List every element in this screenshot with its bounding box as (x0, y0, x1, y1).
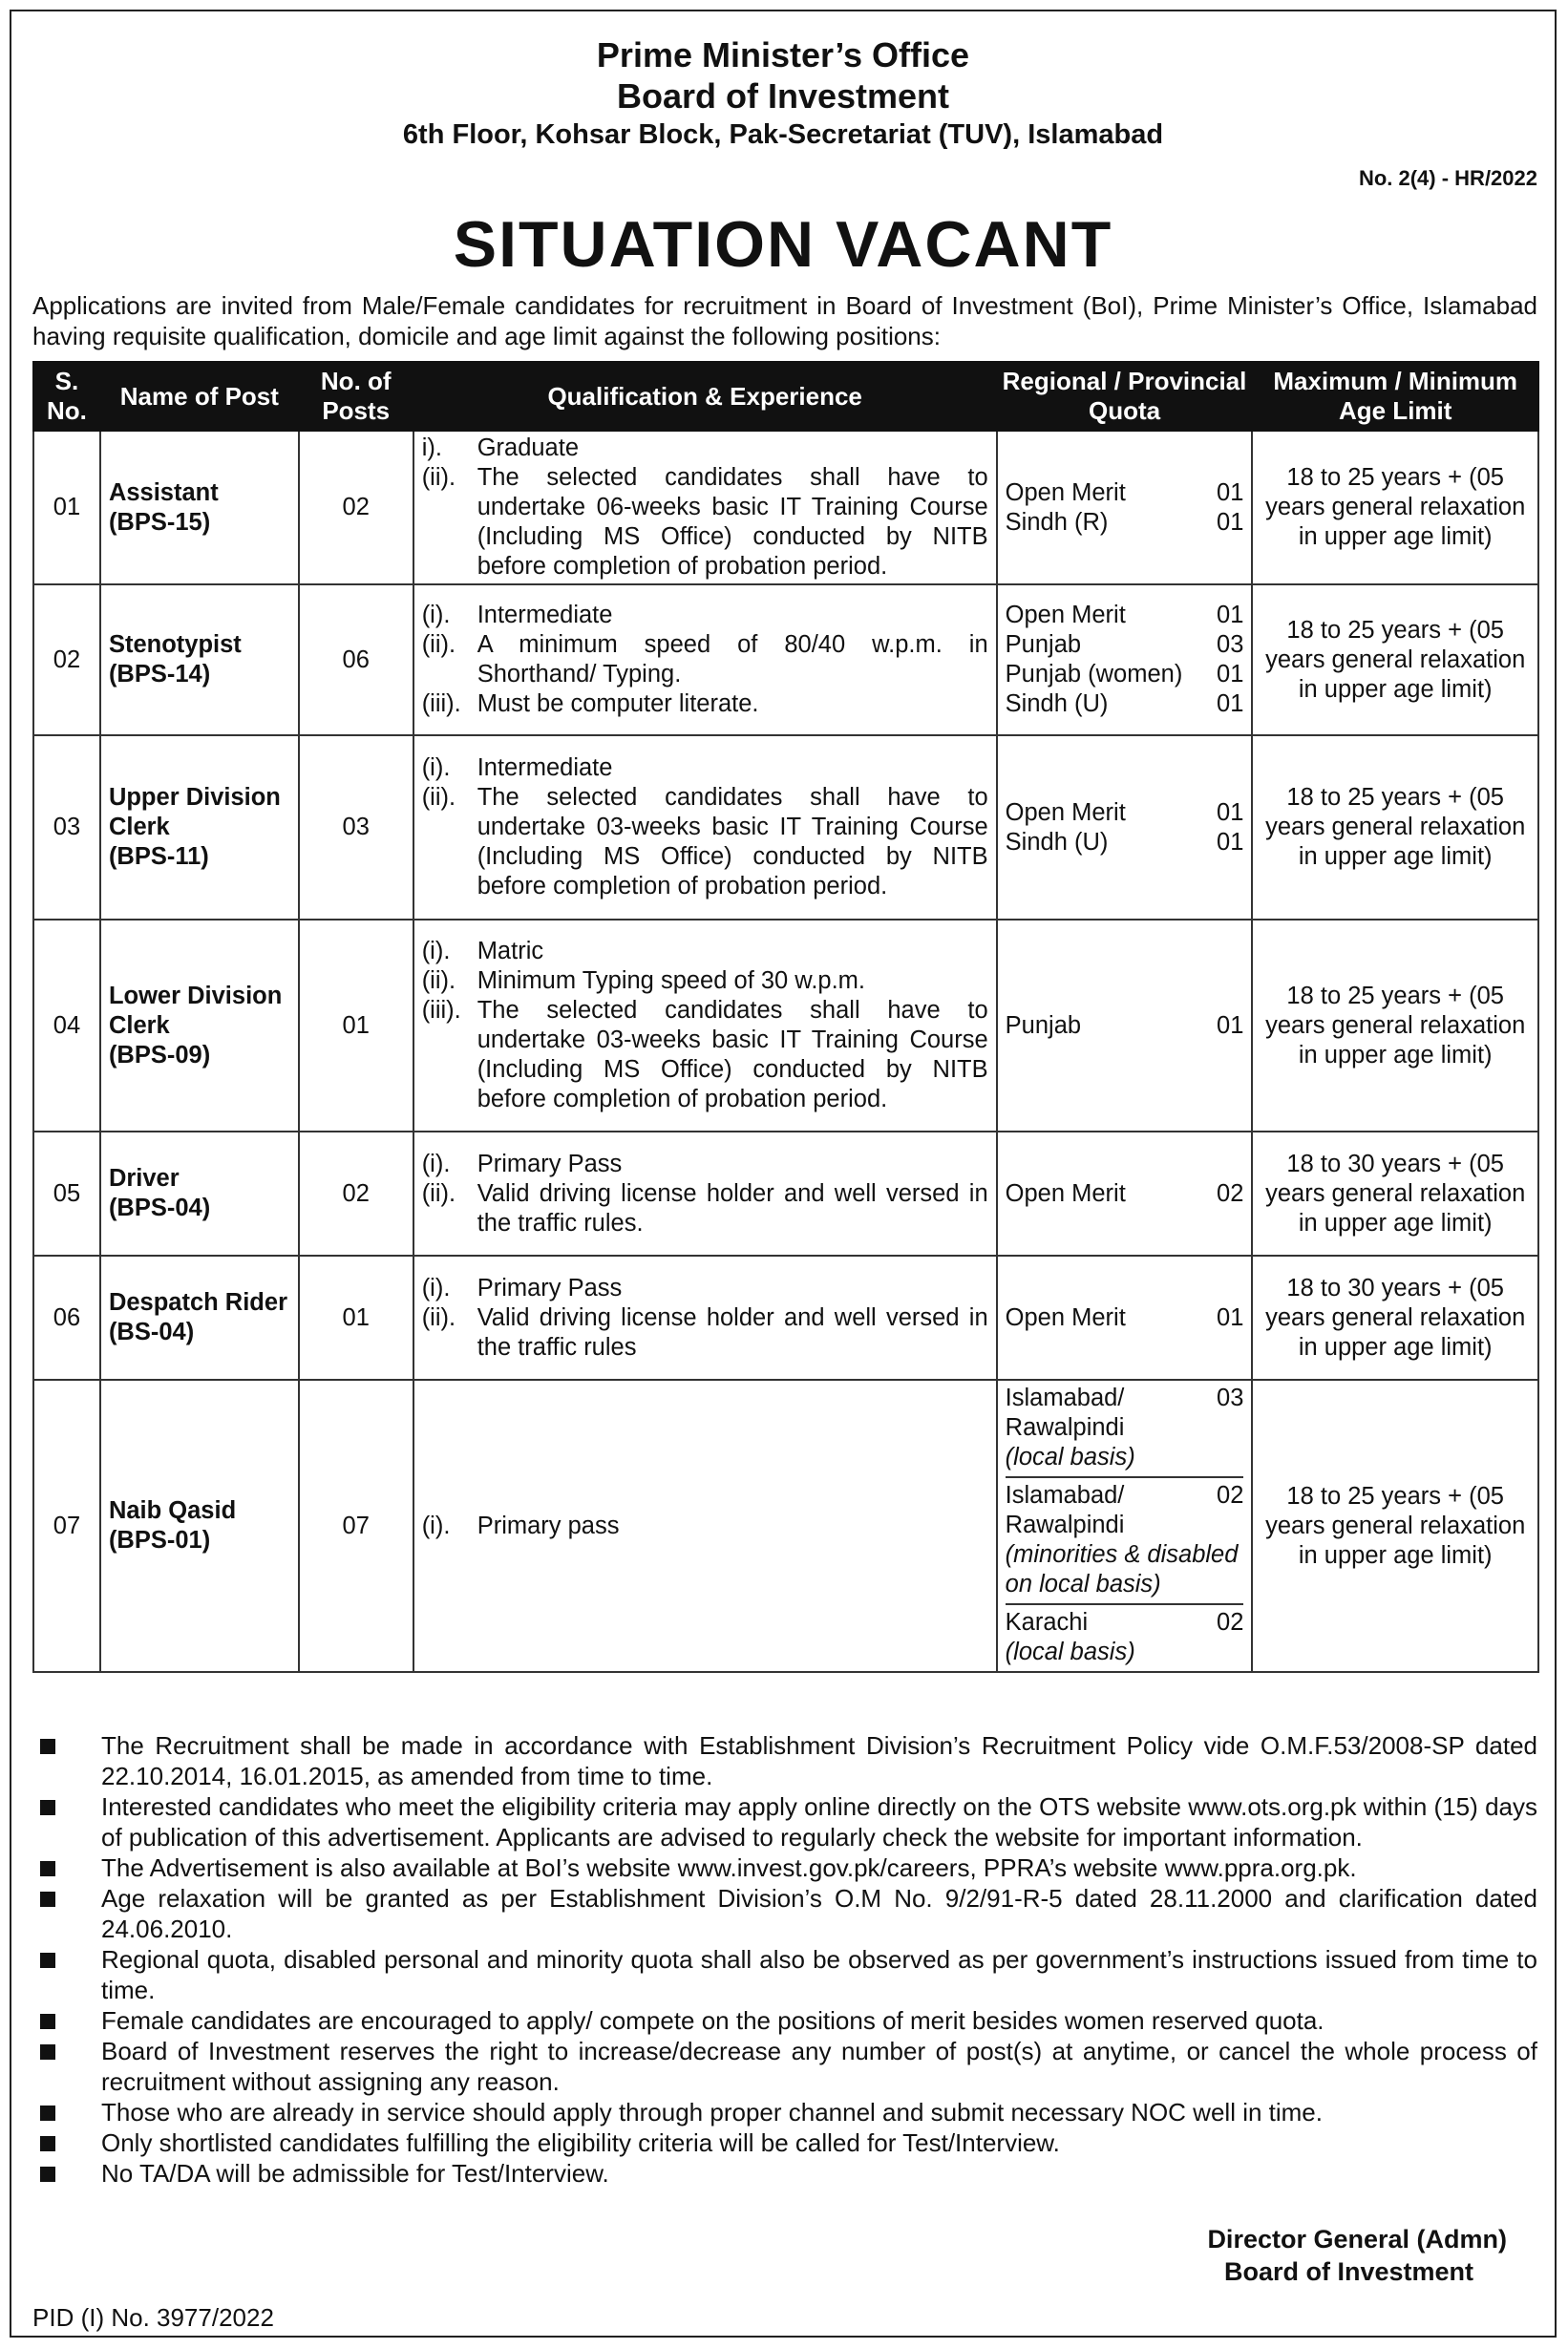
qualification-text: Graduate (477, 434, 580, 461)
qualification-number: (iii). (421, 997, 461, 1024)
table-row (33, 1380, 1538, 1672)
quota-region: Islamabad/ Rawalpindi (1005, 1482, 1125, 1538)
cell-number-of-posts: 01 (299, 920, 413, 1132)
cell-quota (997, 584, 1253, 735)
qualification-text: The selected candidates shall have to undertake 06-weeks basic IT Training Course (Including MS Office) conducted by NITB before completion of probation period. (477, 464, 988, 580)
post-title: Stenotypist (108, 631, 242, 658)
quota-count: 01 (1217, 478, 1244, 506)
quota-count: 01 (1217, 690, 1244, 717)
post-grade: (BPS-04) (108, 1195, 211, 1221)
post-title: Assistant (108, 478, 219, 506)
quota-count: 01 (1217, 828, 1244, 856)
note-item: Regional quota, disabled personal and minority quota shall also be observed as per government’s instructions issued from time to time. (32, 1944, 1537, 2005)
post-grade: (BPS-11) (108, 843, 209, 870)
cell-quota (997, 1256, 1253, 1380)
quota-region: Sindh (U) (1005, 828, 1109, 856)
quota-region: Open Merit (1005, 1303, 1126, 1331)
cell-age-limit: 18 to 25 years + (05 years general relaxation in upper age limit) (1252, 584, 1538, 735)
quota-count: 01 (1217, 1011, 1244, 1039)
cell-post-name (100, 1256, 299, 1380)
col-header-sno: S. No. (33, 362, 100, 431)
cell-number-of-posts: 01 (299, 1256, 413, 1380)
cell-post-name (100, 431, 299, 584)
qualification-number: (i). (421, 754, 451, 781)
cell-serial-number: 07 (33, 1380, 100, 1672)
intro-paragraph: Applications are invited from Male/Female candidates for recruitment in Board of Investment (BoI), Prime Minister’s Office, Islamabad having requisite qualification, domicile and age limit against the following positions: (32, 291, 1537, 350)
qualification-number: i). (421, 434, 442, 461)
post-grade: (BPS-09) (108, 1041, 211, 1069)
quota-region: Open Merit (1005, 798, 1126, 826)
note-item: The Advertisement is also available at BoI’s website www.invest.gov.pk/careers, PPRA’s website www.ppra.org.pk. (32, 1852, 1537, 1883)
qualification-item (422, 966, 988, 996)
cell-number-of-posts: 07 (299, 1380, 413, 1672)
pid-number: PID (I) No. 3977/2022 (32, 2303, 274, 2332)
quota-count: 02 (1217, 1609, 1244, 1636)
note-item: No TA/DA will be admissible for Test/Interview. (32, 2158, 1537, 2189)
reference-number: No. 2(4) - HR/2022 (1358, 166, 1537, 190)
signatory-org: Board of Investment (1223, 2257, 1473, 2286)
quota-count: 01 (1217, 508, 1244, 536)
qualification-text: Primary Pass (477, 1150, 623, 1177)
table-row (33, 1256, 1538, 1380)
quota-entry (1006, 1303, 1244, 1333)
cell-quota (997, 1132, 1253, 1256)
qualification-number: (i). (421, 1150, 451, 1177)
cell-post-name (100, 1132, 299, 1256)
note-item: The Recruitment shall be made in accordance with Establishment Division’s Recruitment Policy vide O.M.F.53/2008-SP dated 22.10.2014, 16.01.2015, as amended from time to time. (32, 1730, 1537, 1791)
qualification-item (422, 783, 988, 901)
qualification-item (422, 1150, 988, 1179)
quota-entry (1006, 478, 1244, 508)
table-row (33, 920, 1538, 1132)
cell-post-name (100, 584, 299, 735)
qualification-text: The selected candidates shall have to undertake 03-weeks basic IT Training Course (Including MS Office) conducted by NITB before completion of probation period. (477, 784, 988, 899)
quota-count: 01 (1217, 798, 1244, 826)
qualification-item (422, 1512, 988, 1541)
qualification-text: The selected candidates shall have to undertake 03-weeks basic IT Training Course (Including MS Office) conducted by NITB before completion of probation period. (477, 997, 988, 1112)
cell-qualification (413, 584, 997, 735)
qualification-item (422, 434, 988, 463)
qualification-number: (ii). (421, 784, 456, 811)
cell-qualification (413, 431, 997, 584)
qualification-item (422, 601, 988, 630)
quota-entry (1006, 798, 1244, 828)
qualification-number: (i). (421, 938, 451, 964)
quota-entry (1006, 689, 1244, 719)
quota-entry (1006, 660, 1244, 689)
post-title: Driver (108, 1165, 180, 1192)
notes-list (32, 1730, 1537, 2189)
signatory-title: Director General (Admn) (1207, 2225, 1507, 2254)
qualification-item (422, 689, 988, 719)
quota-count: 02 (1217, 1179, 1244, 1207)
qualification-text: Intermediate (477, 602, 613, 628)
qualification-text: Valid driving license holder and well versed in the traffic rules. (477, 1179, 988, 1237)
office-name: Prime Minister’s Office (596, 35, 970, 74)
advertisement-page (10, 10, 1557, 2338)
quota-region: Sindh (R) (1005, 508, 1109, 536)
cell-qualification (413, 735, 997, 920)
quota-count: 01 (1217, 602, 1244, 628)
cell-quota (997, 431, 1253, 584)
qualification-item (422, 630, 988, 689)
qualification-number: (i). (421, 602, 451, 628)
post-grade: (BPS-14) (108, 661, 211, 688)
post-title: Upper Division Clerk (108, 784, 281, 840)
col-header-post: Name of Post (100, 362, 299, 431)
qualification-number: (i). (421, 1512, 451, 1539)
vacancy-table (32, 361, 1539, 1673)
quota-entry (1006, 601, 1244, 630)
cell-quota (997, 920, 1253, 1132)
cell-number-of-posts: 02 (299, 431, 413, 584)
board-name: Board of Investment (616, 76, 950, 116)
quota-entry (1006, 1605, 1244, 1671)
cell-age-limit: 18 to 25 years + (05 years general relaxation in upper age limit) (1252, 920, 1538, 1132)
qualification-text: Matric (477, 938, 544, 964)
quota-note: (minorities & disabled on local basis) (1005, 1541, 1239, 1598)
quota-region: Sindh (U) (1005, 690, 1109, 717)
qualification-number: (ii). (421, 464, 456, 491)
note-item: Those who are already in service should apply through proper channel and submit necessary NOC well in time. (32, 2097, 1537, 2127)
quota-region: Open Merit (1005, 602, 1126, 628)
table-row (33, 584, 1538, 735)
cell-number-of-posts: 06 (299, 584, 413, 735)
quota-entry (1006, 828, 1244, 857)
col-header-quota: Regional / Provincial Quota (997, 362, 1253, 431)
cell-age-limit: 18 to 25 years + (05 years general relaxation in upper age limit) (1252, 431, 1538, 584)
qualification-text: Intermediate (477, 754, 613, 781)
quota-region: Punjab (women) (1005, 661, 1183, 688)
cell-quota (997, 735, 1253, 920)
post-grade: (BS-04) (108, 1319, 195, 1345)
qualification-item (422, 1179, 988, 1238)
cell-post-name (100, 920, 299, 1132)
qualification-text: Primary Pass (477, 1274, 623, 1301)
col-header-posts: No. of Posts (299, 362, 413, 431)
quota-region: Punjab (1005, 1011, 1082, 1039)
cell-serial-number: 01 (33, 431, 100, 584)
post-title: Naib Qasid (108, 1497, 237, 1524)
quota-region: Open Merit (1005, 1179, 1126, 1207)
qualification-item (422, 753, 988, 783)
cell-serial-number: 03 (33, 735, 100, 920)
quota-entry (1006, 1381, 1244, 1478)
quota-note: (local basis) (1005, 1639, 1135, 1665)
quota-count: 01 (1217, 1303, 1244, 1331)
qualification-item (422, 1303, 988, 1363)
cell-age-limit: 18 to 30 years + (05 years general relaxation in upper age limit) (1252, 1256, 1538, 1380)
post-title: Lower Division Clerk (108, 982, 283, 1039)
cell-age-limit: 18 to 25 years + (05 years general relaxation in upper age limit) (1252, 1380, 1538, 1672)
cell-post-name (100, 735, 299, 920)
page-title: SITUATION VACANT (453, 208, 1113, 281)
note-item: Only shortlisted candidates fulfilling the eligibility criteria will be called for Test/Interview. (32, 2127, 1537, 2158)
quota-note: (local basis) (1005, 1444, 1135, 1471)
quota-count: 01 (1217, 661, 1244, 688)
cell-number-of-posts: 02 (299, 1132, 413, 1256)
quota-region: Karachi (1005, 1609, 1089, 1636)
quota-region: Open Merit (1005, 478, 1126, 506)
qualification-item (422, 1274, 988, 1303)
post-grade: (BPS-15) (108, 508, 211, 536)
cell-number-of-posts: 03 (299, 735, 413, 920)
cell-serial-number: 02 (33, 584, 100, 735)
quota-entry (1006, 1478, 1244, 1605)
col-header-age: Maximum / Minimum Age Limit (1252, 362, 1538, 431)
quota-entry (1006, 630, 1244, 660)
quota-count: 03 (1217, 1385, 1244, 1411)
quota-count: 03 (1217, 631, 1244, 658)
qualification-text: Minimum Typing speed of 30 w.p.m. (477, 967, 865, 994)
cell-age-limit: 18 to 30 years + (05 years general relaxation in upper age limit) (1252, 1132, 1538, 1256)
cell-qualification (413, 1132, 997, 1256)
qualification-item (422, 996, 988, 1114)
qualification-text: Must be computer literate. (477, 690, 759, 717)
qualification-text: Primary pass (477, 1512, 620, 1539)
qualification-item (422, 937, 988, 966)
table-row (33, 431, 1538, 584)
post-title: Despatch Rider (108, 1289, 287, 1316)
office-address: 6th Floor, Kohsar Block, Pak-Secretariat (TUV), Islamabad (402, 119, 1164, 150)
quota-entry (1006, 508, 1244, 538)
qualification-number: (ii). (421, 1179, 456, 1207)
table-header-row (33, 362, 1538, 431)
cell-qualification (413, 1256, 997, 1380)
qualification-number: (ii). (421, 631, 456, 658)
quota-count: 02 (1217, 1482, 1244, 1509)
table-row (33, 1132, 1538, 1256)
qualification-number: (ii). (421, 1303, 456, 1331)
qualification-number: (iii). (421, 690, 461, 717)
quota-region: Islamabad/ Rawalpindi (1005, 1385, 1125, 1441)
cell-serial-number: 05 (33, 1132, 100, 1256)
cell-qualification (413, 1380, 997, 1672)
qualification-number: (ii). (421, 967, 456, 994)
quota-entry (1006, 1011, 1244, 1041)
note-item: Board of Investment reserves the right to increase/decrease any number of post(s) at anytime, or cancel the whole process of recruitment without assigning any reason. (32, 2036, 1537, 2097)
cell-post-name (100, 1380, 299, 1672)
col-header-qualification: Qualification & Experience (413, 362, 997, 431)
quota-region: Punjab (1005, 631, 1082, 658)
note-item: Female candidates are encouraged to apply/ compete on the positions of merit besides women reserved quota. (32, 2005, 1537, 2036)
qualification-item (422, 463, 988, 582)
cell-qualification (413, 920, 997, 1132)
qualification-text: A minimum speed of 80/40 w.p.m. in Shorthand/ Typing. (477, 631, 988, 688)
cell-serial-number: 06 (33, 1256, 100, 1380)
quota-entry (1006, 1179, 1244, 1209)
qualification-number: (i). (421, 1274, 451, 1301)
post-grade: (BPS-01) (108, 1527, 211, 1554)
cell-quota (997, 1380, 1253, 1672)
qualification-text: Valid driving license holder and well versed in the traffic rules (477, 1303, 988, 1361)
note-item: Age relaxation will be granted as per Establishment Division’s O.M No. 9/2/91-R-5 dated 28.11.2000 and clarification dated 24.06.2010. (32, 1883, 1537, 1944)
cell-serial-number: 04 (33, 920, 100, 1132)
cell-age-limit: 18 to 25 years + (05 years general relaxation in upper age limit) (1252, 735, 1538, 920)
table-row (33, 735, 1538, 920)
note-item: Interested candidates who meet the eligibility criteria may apply online directly on the OTS website www.ots.org.pk within (15) days of publication of this advertisement. Applicants are advised to regularly check the website for important information. (32, 1791, 1537, 1852)
